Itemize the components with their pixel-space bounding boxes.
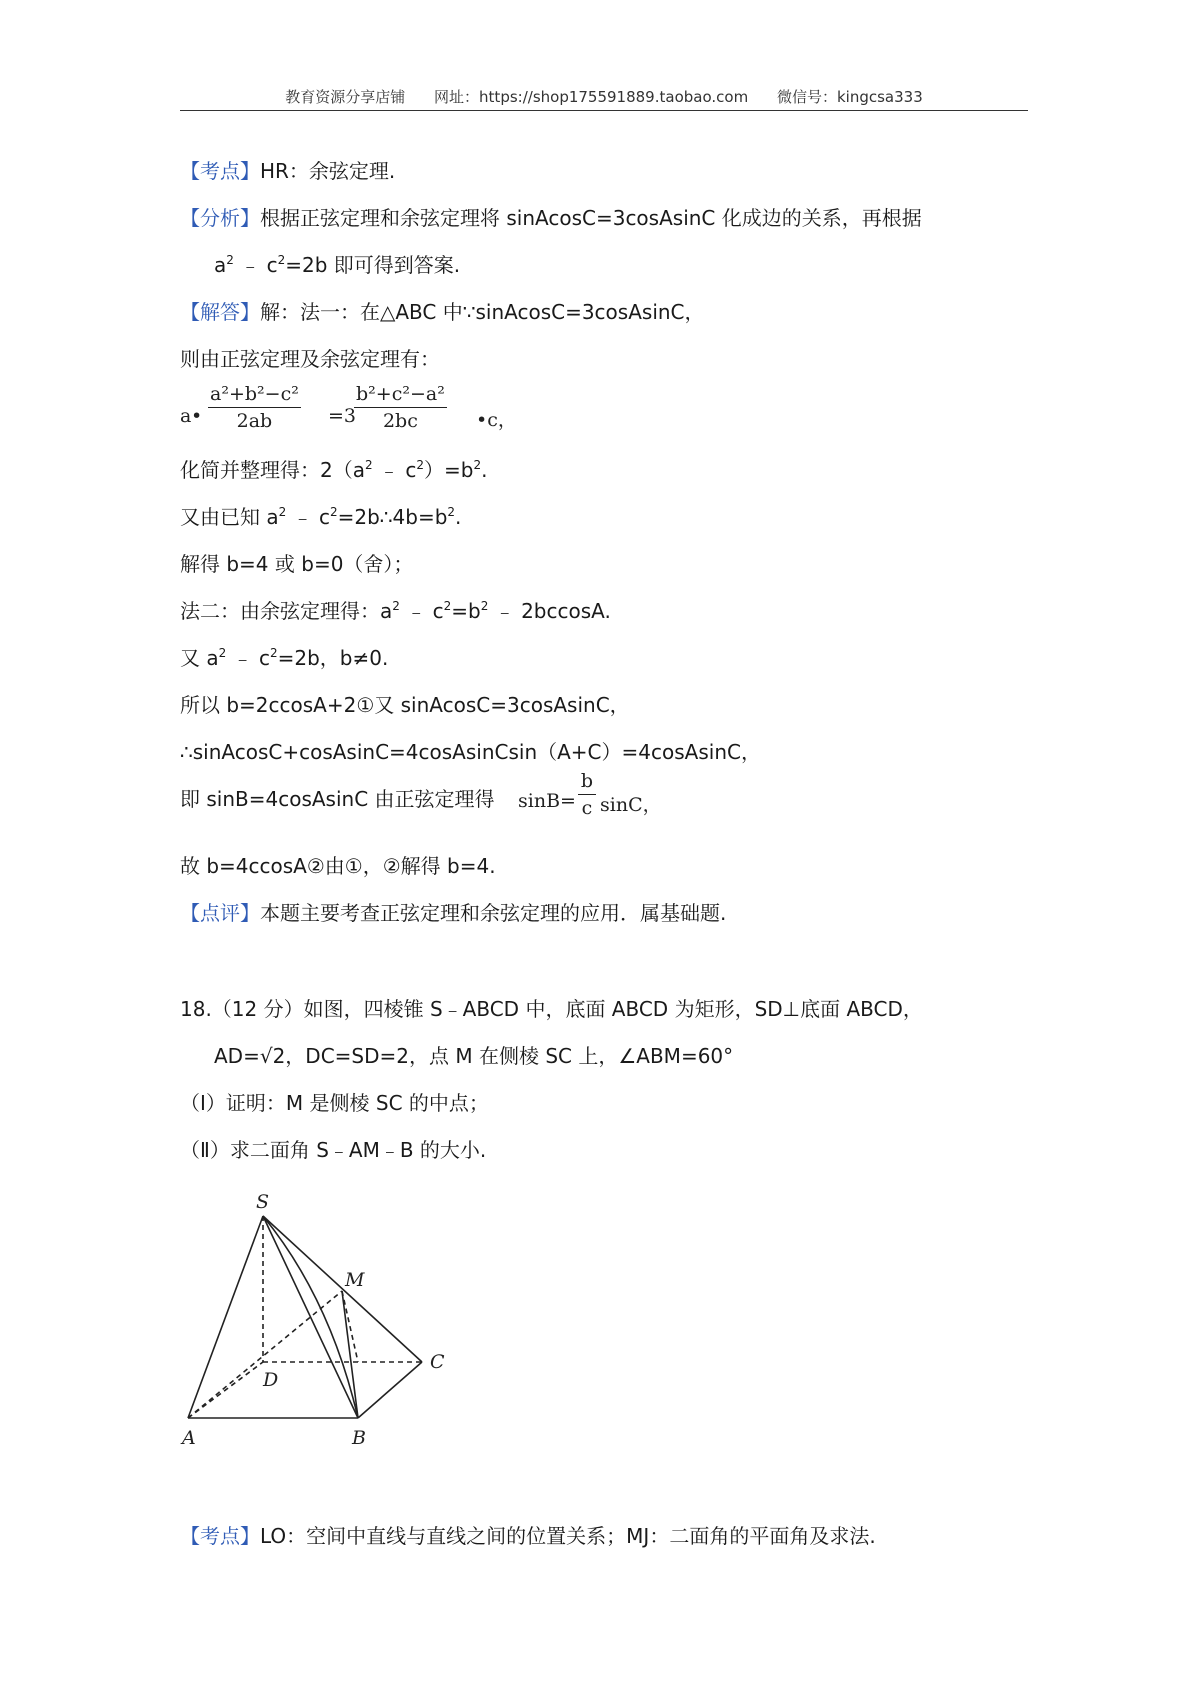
kaodian-text: HR：余弦定理. <box>260 159 396 183</box>
header-rule <box>180 110 1028 111</box>
header-wechat: 微信号：kingcsa333 <box>776 88 923 106</box>
sine-rule-formula: sinB= b c sinC， <box>518 770 662 819</box>
fraction-2-numerator: b²+c²−a² <box>356 383 445 405</box>
fraction-2-denominator: 2bc <box>382 410 418 432</box>
edge-BC <box>358 1362 422 1418</box>
kaodian-tag: 【考点】 <box>180 159 260 183</box>
q18-part2: （Ⅱ）求二面角 S﹣AM﹣B 的大小. <box>180 1138 487 1162</box>
header-shop: 教育资源分享店铺 <box>285 88 406 106</box>
page-header <box>180 86 1028 107</box>
also-line: 又 $a^2$ ﹣ $c^2=2b$，b≠0. <box>180 646 389 670</box>
fraction-1 <box>208 383 301 432</box>
ie-line <box>180 785 495 813</box>
formula-tail: •c， <box>476 409 517 431</box>
law-of-cosines-formula <box>180 383 540 443</box>
q18-kaodian-tag: 【考点】 <box>180 1524 260 1548</box>
label-S: S <box>256 1191 270 1213</box>
edge-SC <box>263 1216 422 1362</box>
then-line: 则由正弦定理及余弦定理有： <box>180 347 440 371</box>
sine-rule-fraction: b c <box>578 770 596 819</box>
dianping-tag: 【点评】 <box>180 901 260 925</box>
q18-line2: AD=√2，DC=SD=2，点 M 在侧棱 SC 上，∠ABM=60° <box>214 1044 734 1068</box>
pyramid-figure <box>180 1188 470 1448</box>
edge-AD <box>188 1362 263 1418</box>
fenxi-line <box>180 204 922 232</box>
simplify-line: 化简并整理得：$2(a^2$ ﹣ $c^2)=b^2$. <box>180 458 488 482</box>
fraction-1-denominator: 2ab <box>236 410 273 432</box>
label-D: D <box>263 1369 279 1391</box>
fraction-1-numerator: a²+b²−c² <box>210 383 299 405</box>
jieda-line <box>180 298 705 326</box>
q18-line1: 18.（12 分）如图，四棱锥 S﹣ABCD 中，底面 ABCD 为矩形，SD⊥底面 ABCD， <box>180 997 923 1021</box>
fenxi-tag: 【分析】 <box>180 206 260 230</box>
method2-line: 法二：由余弦定理得：$a^2$ ﹣ $c^2=b^2$ ﹣ 2bccosA. <box>180 599 611 623</box>
dianping-text: 本题主要考查正弦定理和余弦定理的应用．属基础题. <box>260 901 727 925</box>
kaodian-line <box>180 157 395 185</box>
q18-kaodian-line <box>180 1522 876 1550</box>
label-M: M <box>345 1269 365 1291</box>
ie-text: 即 sinB=4cosAsinC 由正弦定理得 <box>180 787 495 811</box>
fenxi-continuation: $a^2$ ﹣ $c^2=2b$ 即可得到答案. <box>214 253 461 277</box>
jieda-text: 解：法一：在△ABC 中∵sinAcosC=3cosAsinC， <box>260 300 705 324</box>
label-C: C <box>430 1351 445 1373</box>
header-site: 网址：https://shop175591889.taobao.com <box>434 88 749 106</box>
formula-dot: • <box>191 405 203 427</box>
jieda-tag: 【解答】 <box>180 300 260 324</box>
therefore-line: ∴sinAcosC+cosAsinC=4cosAsinCsin（A+C）=4cosAsinC， <box>180 740 761 764</box>
fraction-2 <box>354 383 447 432</box>
so-line: 所以 b=2ccosA+2①又 sinAcosC=3cosAsinC， <box>180 693 630 717</box>
solve-line: 解得 b=4 或 b=0（舍）； <box>180 552 414 576</box>
label-A: A <box>182 1427 196 1448</box>
hence-line: 故 b=4ccosA②由①，②解得 b=4. <box>180 854 496 878</box>
q18-kaodian-text: LO：空间中直线与直线之间的位置关系；MJ：二面角的平面角及求法. <box>260 1524 876 1548</box>
label-B: B <box>352 1427 366 1448</box>
formula-eq: =3 <box>328 405 357 427</box>
fenxi-text: 根据正弦定理和余弦定理将 sinAcosC=3cosAsinC 化成边的关系，再根据 <box>260 206 922 230</box>
known-line: 又由已知 $a^2$ ﹣ $c^2=2b\therefore 4b=b^2$. <box>180 505 462 529</box>
dianping-line <box>180 899 726 927</box>
formula-a: a <box>180 405 192 427</box>
q18-part1: （I）证明：M 是侧棱 SC 的中点； <box>180 1091 489 1115</box>
